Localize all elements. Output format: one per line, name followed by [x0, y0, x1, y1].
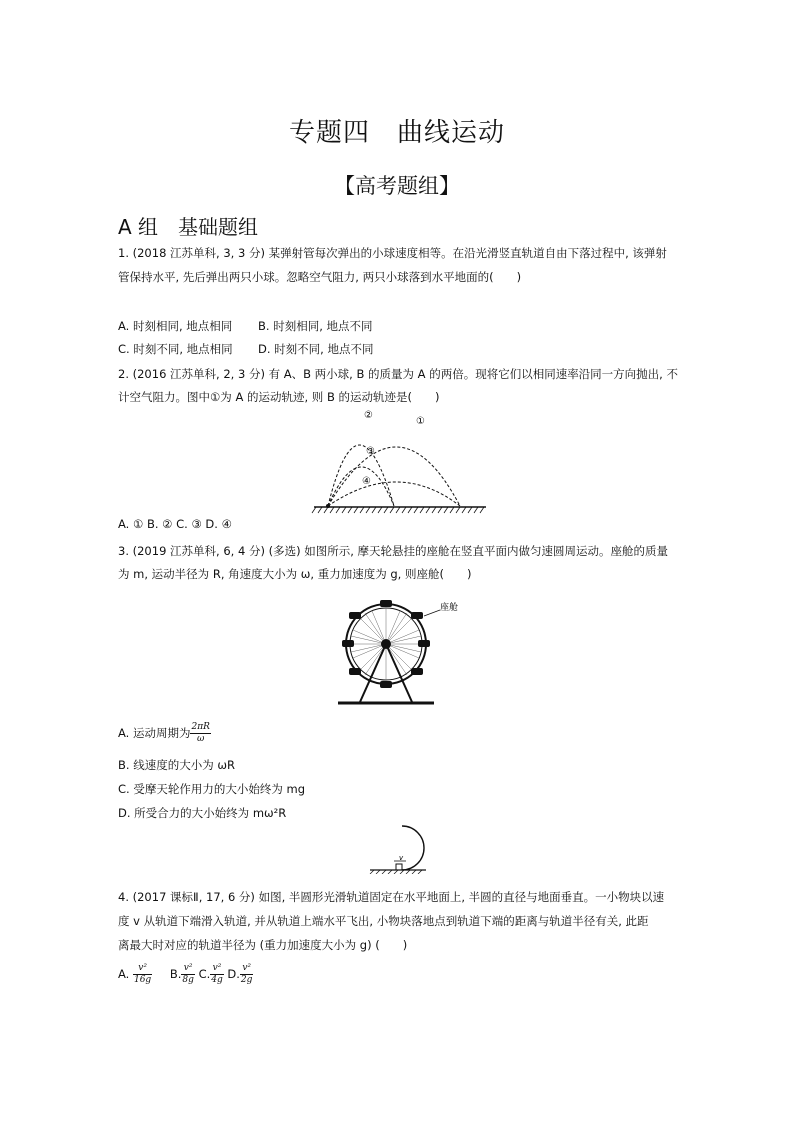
q3-option-a: A. 运动周期为 $\frac{2\pi R}{\omega}$ — [118, 722, 210, 744]
q1-options-row2 — [118, 341, 373, 357]
label-3: ③ — [366, 446, 375, 457]
q3-option-d: D. 所受合力的大小始终为 mω²R — [118, 806, 287, 820]
ferris-wheel-figure — [330, 598, 470, 708]
cabin-label: 座舱 — [440, 603, 459, 613]
trajectory-1 — [328, 447, 460, 506]
q4-option-c: C. $\frac{\text{v²}}{4g}$ — [198, 963, 223, 985]
q1-options-row1 — [118, 318, 373, 334]
q3-option-a-fraction: $\frac{2\pi R}{\omega}$ — [191, 722, 210, 744]
q4-option-d: D. $\frac{\text{v²}}{2g}$ — [227, 963, 253, 985]
q1-option-a: A. 时刻相同, 地点相同 — [118, 319, 233, 333]
q3-option-c: C. 受摩天轮作用力的大小始终为 mg — [118, 782, 305, 796]
q4-options — [118, 963, 253, 986]
label-2: ② — [364, 410, 373, 421]
q4-stem-line3: 离最大时对应的轨道半径为 (重力加速度大小为 g) ( ) — [118, 938, 408, 952]
q1-option-d: D. 时刻不同, 地点不同 — [258, 342, 374, 356]
section-heading: A 组 基础题组 — [118, 215, 259, 239]
label-4: ④ — [362, 476, 371, 487]
page-subtitle: 【高考题组】 — [334, 174, 460, 198]
q1-option-c: C. 时刻不同, 地点相同 — [118, 342, 233, 356]
q1-option-b: B. 时刻相同, 地点不同 — [258, 319, 373, 333]
q3-stem-line1: 3. (2019 江苏单科, 6, 4 分) (多选) 如图所示, 摩天轮悬挂的座舱在竖直平面内做匀速圆周运动。座舱的质量 — [118, 544, 669, 558]
page-title: 专题四 曲线运动 — [288, 118, 505, 148]
q3-option-b: B. 线速度的大小为 ωR — [118, 758, 235, 772]
q2-stem-line2: 计空气阻力。图中①为 A 的运动轨迹, 则 B 的运动轨迹是( ) — [118, 390, 440, 404]
trajectory-4 — [328, 482, 460, 506]
q4-stem-line1: 4. (2017 课标Ⅱ, 17, 6 分) 如图, 半圆形光滑轨道固定在水平地面上, 半圆的直径与地面垂直。一小物块以速 — [118, 890, 665, 904]
q4-option-b: B. $\frac{\text{v²}}{8g}$ — [169, 963, 194, 985]
q4-option-a: A. $\frac{\text{v²}}{16g}$ — [118, 963, 152, 985]
q4-stem-line2: 度 v 从轨道下端滑入轨道, 并从轨道上端水平飞出, 小物块落地点到轨道下端的距离与轨道半径有关, 此距 — [118, 914, 649, 928]
q3-stem-line2: 为 m, 运动半径为 R, 角速度大小为 ω, 重力加速度为 g, 则座舱( ) — [118, 567, 472, 581]
q1-stem-line1: 1. (2018 江苏单科, 3, 3 分) 某弹射管每次弹出的小球速度相等。在沿光滑竖直轨道自由下落过程中, 该弹射 — [118, 246, 667, 260]
trajectory-figure — [310, 408, 490, 516]
q2-options: A. ① B. ② C. ③ D. ④ — [118, 517, 232, 531]
q1-stem-line2: 管保持水平, 先后弹出两只小球。忽略空气阻力, 两只小球落到水平地面的( ) — [118, 270, 522, 284]
q2-stem-line1: 2. (2016 江苏单科, 2, 3 分) 有 A、B 两小球, B 的质量为 A 的两倍。现将它们以相同速率沿同一方向抛出, 不 — [118, 367, 678, 381]
velocity-label: v — [399, 854, 404, 862]
semicircle-track-figure — [366, 822, 446, 874]
trajectory-2 — [328, 445, 394, 506]
label-1: ① — [416, 416, 425, 427]
